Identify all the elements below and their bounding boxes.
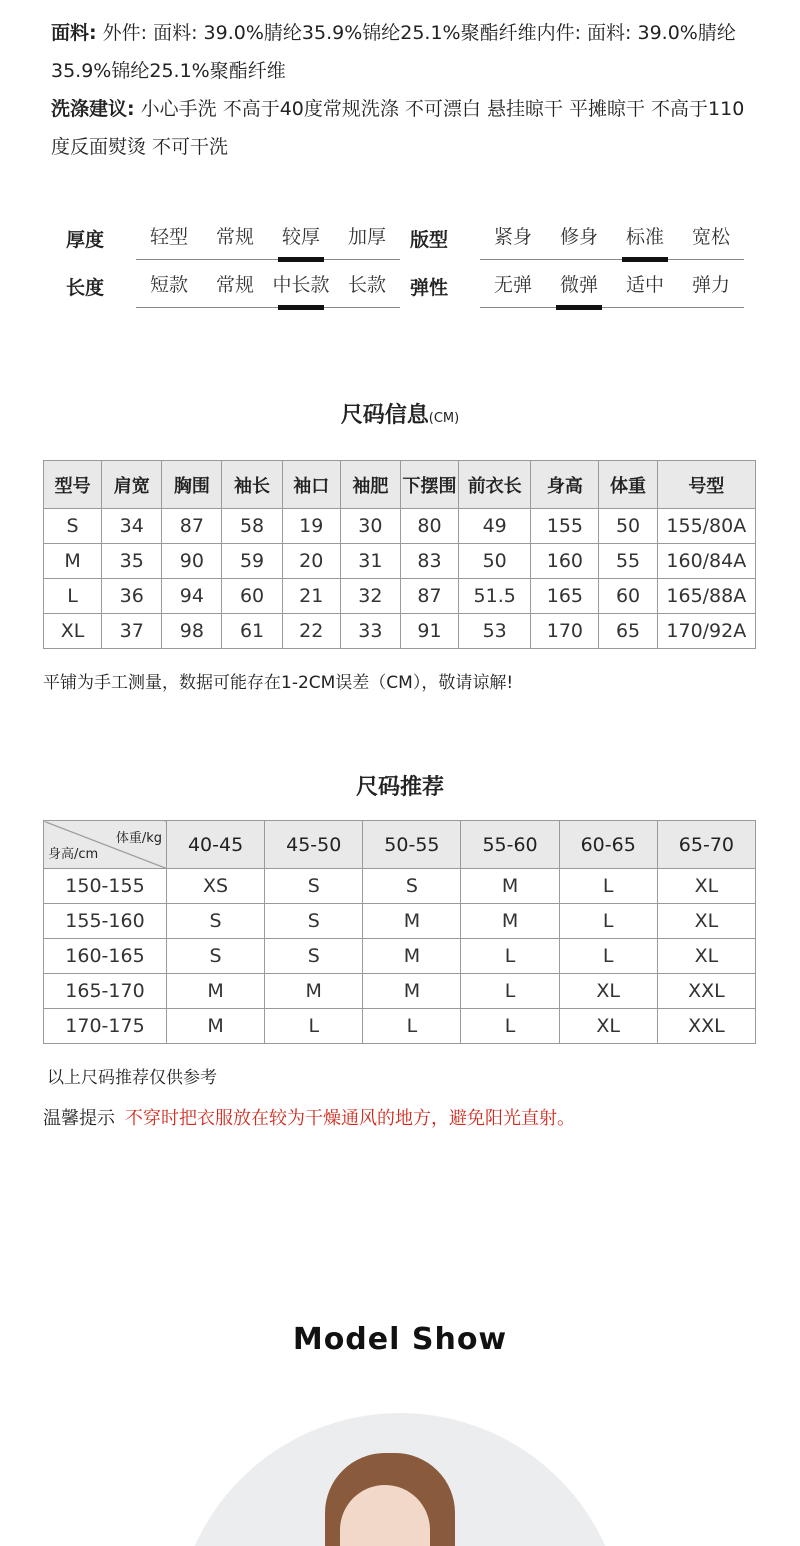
table-cell: 35	[102, 544, 162, 579]
table-cell: M	[44, 544, 102, 579]
table-cell: 155	[531, 509, 599, 544]
wash-line	[51, 90, 761, 166]
attr-option: 常规	[215, 274, 254, 296]
model-show-title: Model Show	[292, 1322, 508, 1357]
table-cell: 165/88A	[657, 579, 755, 614]
table-cell: 170/92A	[657, 614, 755, 649]
weight-axis-label: 体重/kg	[115, 831, 162, 846]
attr-option: 微弹	[546, 268, 612, 307]
height-row-header: 170-175	[44, 1009, 167, 1044]
table-row	[44, 939, 756, 974]
table-cell: 49	[459, 509, 531, 544]
table-row	[44, 614, 756, 649]
table-cell: M	[461, 904, 559, 939]
table-row	[44, 509, 756, 544]
table-cell: S	[265, 939, 363, 974]
size-rec-header-row	[44, 821, 756, 869]
height-row-header: 165-170	[44, 974, 167, 1009]
size-col-header: 号型	[657, 461, 755, 509]
table-cell: 60	[222, 579, 282, 614]
table-cell: 33	[340, 614, 400, 649]
table-cell: 65	[599, 614, 657, 649]
table-cell: 98	[162, 614, 222, 649]
size-col-header: 袖长	[222, 461, 282, 509]
table-cell: 36	[102, 579, 162, 614]
size-info-title-text: 尺码信息	[340, 403, 429, 428]
table-cell: S	[363, 869, 461, 904]
wash-text: 小心手洗 不高于40度常规洗涤 不可漂白 悬挂晾干 平摊晾干 不高于110度反面熨烫 不可干洗	[51, 98, 745, 158]
table-cell: 50	[459, 544, 531, 579]
table-cell: M	[461, 869, 559, 904]
table-cell: 20	[282, 544, 340, 579]
weight-col-header: 55-60	[461, 821, 559, 869]
attr-label: 长度	[66, 277, 105, 299]
attr-option: 加厚	[347, 226, 386, 248]
table-cell: S	[44, 509, 102, 544]
attr-option: 紧身	[493, 226, 532, 248]
table-cell: M	[167, 1009, 265, 1044]
table-cell: XL	[559, 974, 657, 1009]
attr-option: 弹力	[691, 274, 730, 296]
size-col-header: 胸围	[162, 461, 222, 509]
size-col-header: 前衣长	[459, 461, 531, 509]
table-cell: 87	[162, 509, 222, 544]
size-info-header-row	[44, 461, 756, 509]
table-cell: XL	[657, 869, 755, 904]
measure-note: 平铺为手工测量，数据可能存在1-2CM误差（CM），敬请谅解!	[43, 673, 514, 693]
table-cell: L	[265, 1009, 363, 1044]
size-rec-table	[43, 820, 756, 1044]
table-cell: XL	[44, 614, 102, 649]
table-cell: 87	[400, 579, 458, 614]
table-row	[44, 869, 756, 904]
rec-note: 以上尺码推荐仅供参考	[47, 1068, 217, 1088]
height-row-header: 155-160	[44, 904, 167, 939]
table-row	[44, 1009, 756, 1044]
model-photo	[175, 1413, 625, 1546]
table-cell: XL	[657, 939, 755, 974]
attr-option: 中长款	[268, 268, 334, 307]
table-cell: 160/84A	[657, 544, 755, 579]
table-cell: 51.5	[459, 579, 531, 614]
size-info-title	[0, 398, 800, 429]
table-cell: M	[265, 974, 363, 1009]
table-cell: S	[265, 869, 363, 904]
table-cell: L	[363, 1009, 461, 1044]
table-cell: 19	[282, 509, 340, 544]
table-cell: 170	[531, 614, 599, 649]
table-row	[44, 904, 756, 939]
table-cell: 55	[599, 544, 657, 579]
table-cell: L	[461, 939, 559, 974]
size-info-unit: (CM)	[428, 411, 460, 426]
weight-col-header: 60-65	[559, 821, 657, 869]
table-cell: M	[167, 974, 265, 1009]
table-cell: 90	[162, 544, 222, 579]
size-rec-title: 尺码推荐	[355, 775, 444, 800]
attr-options	[136, 268, 400, 308]
attr-option: 短款	[149, 274, 188, 296]
table-cell: 58	[222, 509, 282, 544]
table-cell: L	[461, 1009, 559, 1044]
attr-option: 较厚	[268, 220, 334, 259]
table-cell: 60	[599, 579, 657, 614]
attr-options	[480, 268, 744, 308]
table-cell: 21	[282, 579, 340, 614]
table-cell: 61	[222, 614, 282, 649]
attr-option: 长款	[347, 274, 386, 296]
material-block	[51, 14, 761, 166]
table-cell: S	[265, 904, 363, 939]
table-cell: L	[559, 904, 657, 939]
attr-option: 宽松	[691, 226, 730, 248]
attr-option: 轻型	[149, 226, 188, 248]
table-cell: 31	[340, 544, 400, 579]
table-row	[44, 974, 756, 1009]
attr-option: 常规	[215, 226, 254, 248]
size-rec-corner	[44, 821, 167, 869]
weight-col-header: 45-50	[265, 821, 363, 869]
attr-label: 弹性	[410, 277, 449, 299]
fabric-label: 面料:	[51, 22, 97, 44]
size-col-header: 肩宽	[102, 461, 162, 509]
attr-options	[480, 220, 744, 260]
wash-label: 洗涤建议:	[51, 98, 135, 120]
table-cell: S	[167, 939, 265, 974]
table-cell: M	[363, 904, 461, 939]
height-row-header: 150-155	[44, 869, 167, 904]
fabric-text: 外件: 面料: 39.0%腈纶35.9%锦纶25.1%聚酯纤维内件: 面料: 39.0%腈纶35.9%锦纶25.1%聚酯纤维	[51, 22, 736, 82]
attr-option: 修身	[559, 226, 598, 248]
tip-label: 温馨提示	[43, 1108, 115, 1129]
table-cell: 32	[340, 579, 400, 614]
table-row	[44, 544, 756, 579]
table-cell: 83	[400, 544, 458, 579]
table-cell: M	[363, 974, 461, 1009]
table-cell: 160	[531, 544, 599, 579]
table-cell: 22	[282, 614, 340, 649]
table-cell: 59	[222, 544, 282, 579]
size-col-header: 体重	[599, 461, 657, 509]
attr-option: 适中	[625, 274, 664, 296]
table-cell: XL	[657, 904, 755, 939]
weight-col-header: 40-45	[167, 821, 265, 869]
attr-option: 无弹	[493, 274, 532, 296]
height-axis-label: 身高/cm	[48, 847, 99, 862]
table-cell: 165	[531, 579, 599, 614]
table-cell: 91	[400, 614, 458, 649]
table-cell: 30	[340, 509, 400, 544]
attr-option: 标准	[612, 220, 678, 259]
attr-label: 版型	[410, 229, 449, 251]
table-cell: 94	[162, 579, 222, 614]
table-cell: M	[363, 939, 461, 974]
table-cell: 53	[459, 614, 531, 649]
table-cell: 80	[400, 509, 458, 544]
table-cell: L	[461, 974, 559, 1009]
table-cell: XXL	[657, 974, 755, 1009]
size-col-header: 下摆围	[400, 461, 458, 509]
size-col-header: 身高	[531, 461, 599, 509]
size-info-table	[43, 460, 756, 649]
size-col-header: 袖肥	[340, 461, 400, 509]
table-row	[44, 579, 756, 614]
table-cell: XS	[167, 869, 265, 904]
attr-options	[136, 220, 400, 260]
table-cell: 155/80A	[657, 509, 755, 544]
table-cell: XXL	[657, 1009, 755, 1044]
tip-text: 不穿时把衣服放在较为干燥通风的地方，避免阳光直射。	[125, 1108, 575, 1129]
table-cell: L	[44, 579, 102, 614]
table-cell: S	[167, 904, 265, 939]
table-cell: XL	[559, 1009, 657, 1044]
table-cell: 37	[102, 614, 162, 649]
weight-col-header: 50-55	[363, 821, 461, 869]
weight-col-header: 65-70	[657, 821, 755, 869]
attr-label: 厚度	[66, 229, 105, 251]
table-cell: 34	[102, 509, 162, 544]
table-cell: L	[559, 869, 657, 904]
size-col-header: 型号	[44, 461, 102, 509]
table-cell: L	[559, 939, 657, 974]
warm-tip	[43, 1104, 575, 1130]
fabric-line	[51, 14, 761, 90]
height-row-header: 160-165	[44, 939, 167, 974]
size-col-header: 袖口	[282, 461, 340, 509]
table-cell: 50	[599, 509, 657, 544]
